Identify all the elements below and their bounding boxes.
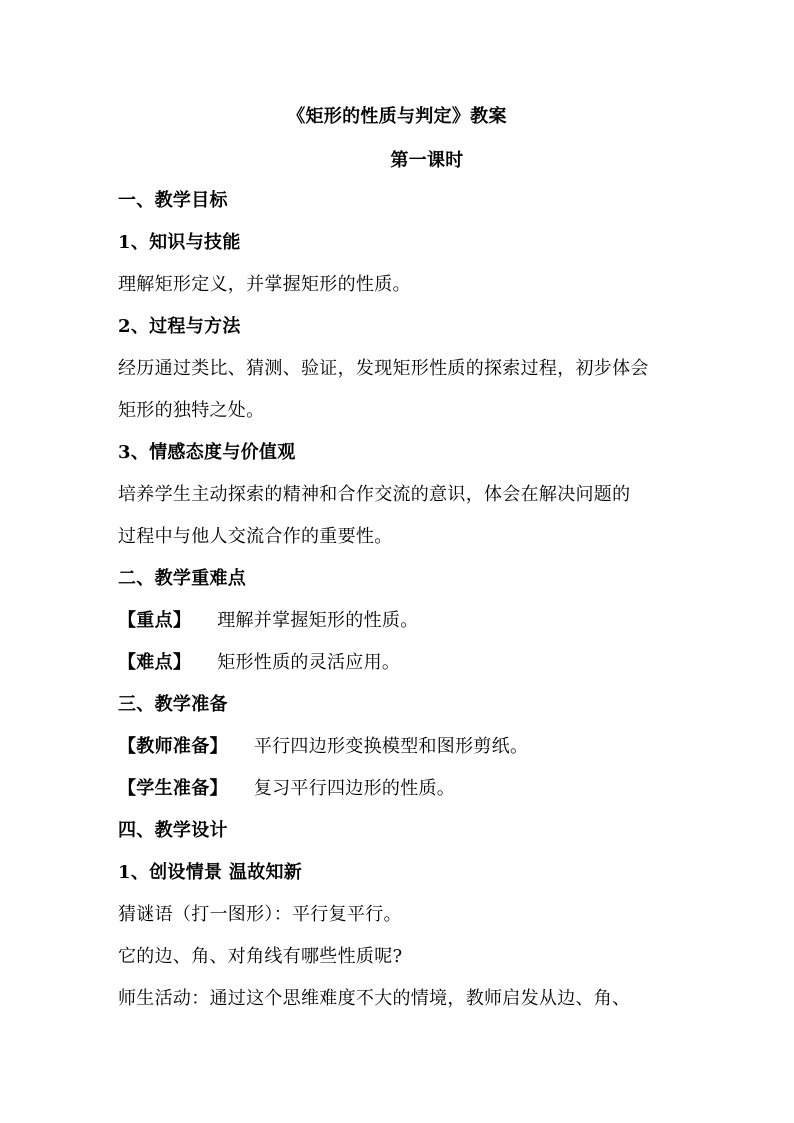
paragraph-process-method-line1: 经历通过类比、猜测、验证，发现矩形性质的探索过程，初步体会 [118,358,649,379]
teacher-preparation-label: 【教师准备】 [118,736,228,757]
paragraph-question: 它的边、角、对角线有哪些性质呢? [118,946,403,967]
paragraph-process-method-line2: 矩形的独特之处。 [118,400,265,421]
teacher-preparation-row [118,734,678,760]
subheading-attitude-values: 3、情感态度与价值观 [118,442,296,463]
paragraph-attitude-values-line2: 过程中与他人交流合作的重要性。 [118,526,393,547]
section-heading-preparation: 三、教学准备 [118,694,228,715]
paragraph-activity: 师生活动：通过这个思维难度不大的情境，教师启发从边、角、 [118,988,631,1009]
subheading-knowledge-skills: 1、知识与技能 [118,232,241,253]
paragraph-knowledge-skills: 理解矩形定义，并掌握矩形的性质。 [118,274,411,295]
difficulty-label: 【难点】 [118,652,192,673]
student-preparation-text: 复习平行四边形的性质。 [253,778,456,799]
document-title: 《矩形的性质与判定》教案 [287,106,507,127]
subheading-process-method: 2、过程与方法 [118,316,241,337]
difficulty-row [118,650,678,676]
key-point-row [118,608,678,634]
teacher-preparation-text: 平行四边形变换模型和图形剪纸。 [253,736,529,757]
key-point-text: 理解并掌握矩形的性质。 [217,610,419,631]
section-heading-key-difficulties: 二、教学重难点 [118,568,247,589]
document-subtitle: 第一课时 [390,150,464,171]
key-point-label: 【重点】 [118,610,192,631]
difficulty-text: 矩形性质的灵活应用。 [217,652,401,673]
subheading-create-scenario: 1、创设情景 温故知新 [118,862,303,883]
paragraph-riddle: 猜谜语（打一图形）：平行复平行。 [118,904,402,925]
student-preparation-row [118,776,678,802]
section-heading-design: 四、教学设计 [118,820,228,841]
section-heading-objectives: 一、教学目标 [118,190,228,211]
student-preparation-label: 【学生准备】 [118,778,228,799]
paragraph-attitude-values-line1: 培养学生主动探索的精神和合作交流的意识，体会在解决问题的 [118,484,631,505]
